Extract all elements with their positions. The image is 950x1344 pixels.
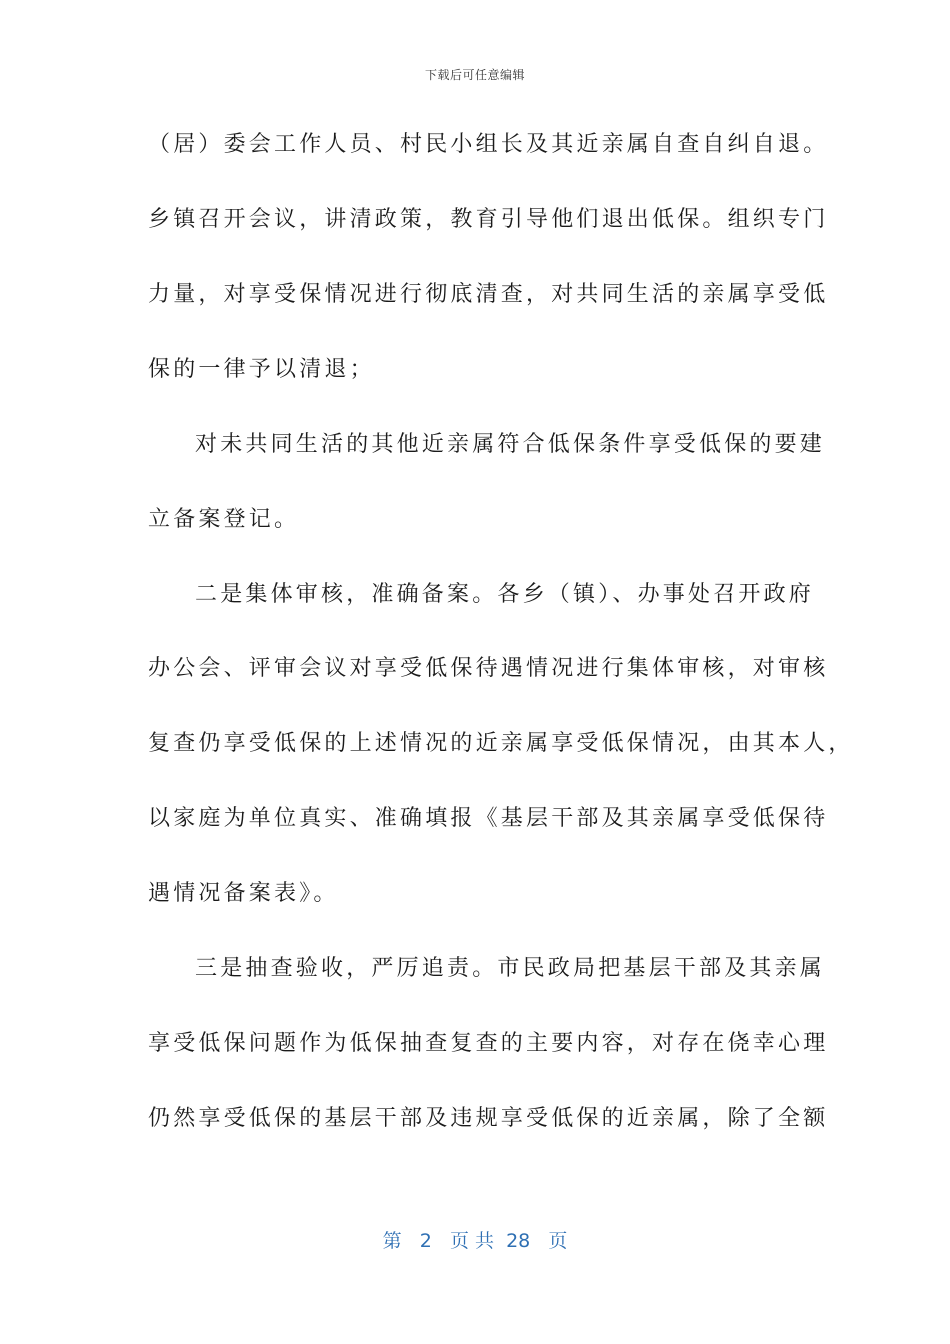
text-line: （居）委会工作人员、村民小组长及其近亲属自查自纠自退。: [148, 132, 829, 157]
paragraph-start-line: 三是抽查验收，严厉追责。市民政局把基层干部及其亲属: [195, 956, 826, 981]
text-line: 遇情况备案表》。: [148, 881, 339, 906]
text-line: 保的一律予以清退；: [148, 357, 375, 382]
text-line: 力量，对享受保情况进行彻底清查，对共同生活的亲属享受低: [148, 282, 829, 307]
text-line: 复查仍享受低保的上述情况的近亲属享受低保情况，由其本人，: [148, 731, 854, 756]
paragraph-start-line: 对未共同生活的其他近亲属符合低保条件享受低保的要建: [195, 432, 826, 457]
total-page-count: 28: [506, 1230, 531, 1252]
text-line: 乡镇召开会议，讲清政策，教育引导他们退出低保。组织专门: [148, 207, 829, 232]
text-line: 享受低保问题作为低保抽查复查的主要内容，对存在侥幸心理: [148, 1031, 829, 1056]
text-line: 以家庭为单位真实、准确填报《基层干部及其亲属享受低保待: [148, 806, 829, 831]
text-line: 立备案登记。: [148, 507, 300, 532]
text-line: 仍然享受低保的基层干部及违规享受低保的近亲属，除了全额: [148, 1106, 829, 1131]
footer-suffix: 页: [548, 1230, 568, 1252]
footer-middle: 页 共: [449, 1230, 494, 1252]
page-number-footer: [0, 1226, 950, 1253]
paragraph-start-line: 二是集体审核，准确备案。各乡（镇）、办事处召开政府: [195, 582, 815, 607]
footer-prefix: 第: [382, 1230, 402, 1252]
header-note: 下载后可任意编辑: [424, 68, 525, 82]
current-page-number: 2: [419, 1230, 432, 1252]
text-line: 办公会、评审会议对享受低保待遇情况进行集体审核，对审核: [148, 656, 829, 681]
